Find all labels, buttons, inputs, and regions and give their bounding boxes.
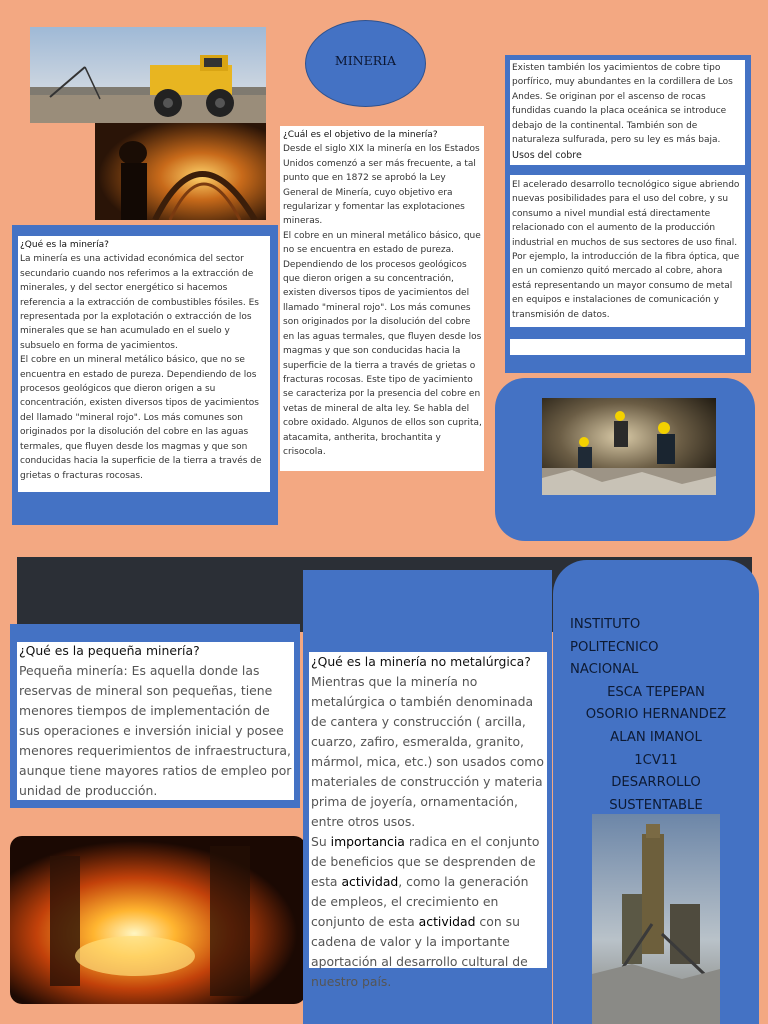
mining-truck-photo (30, 27, 266, 123)
credits-line-8: DESARROLLO (611, 775, 701, 791)
credits-line-2: POLITECNICO (570, 639, 659, 655)
credits-line-1: INSTITUTO (570, 617, 641, 632)
col3-para2: El acelerado desarrollo tecnológico sigue abriendo nuevas posibilidades para el uso del cobre, y su consumo a nivel mundial está directamente relacionado con el aumento de la producción industrial en muchos de sus sectores de uso final. Por ejemplo, la introducción de la fibra óptica, que en un comienzo quitó mercado al cobre, ahora está representando un mayor consumo de metal en equipos e instalaciones de comunicación y transmisión de datos. (512, 180, 740, 320)
credits-line-9: SUSTENTABLE (609, 797, 703, 813)
col2-question: ¿Cuál es el objetivo de la minería? (283, 130, 438, 140)
credits-line-6: ALAN IMANOL (610, 729, 702, 745)
col1-text (20, 238, 270, 483)
credits-line-3: NACIONAL (570, 662, 639, 678)
col1-question: ¿Qué es la minería? (20, 240, 109, 250)
nometal-text-block (311, 652, 547, 992)
col2-paragraph-2: El cobre en un mineral metálico básico, que no se encuentra en estado de pureza. Dependiendo de los procesos geológicos que dieron origen a su concentración, existen diversos tipos de yacimientos del llamado "mineral rojo". Los más comunes son originados por la disolución del cobre en las aguas termales, que fluyen desde los magmas y que son conducidas hacia la superficie de la tierra a través de grietas o fracturas rocosas. Este tipo de yacimiento se caracteriza por la presencia del cobre en vetas de mineral de alta ley. Se habla del cobre oxidado. Algunos de ellos son cuprita, atacamita, antherita, brochantita y crisocola. (283, 230, 482, 457)
refinery-photo (592, 814, 720, 1024)
nometal-paragraph-1: Mientras que la minería no metalúrgica o también denominada de cantera y construcción ( arcilla, cuarzo, zafiro, esmeralda, granito, mármol, mica, etc.) son usados como materiales de construcción y materia prima de joyería, ornamentación, entre otros usos. (311, 674, 544, 829)
col3-empty-box (510, 339, 745, 355)
miners-photo (542, 398, 716, 495)
col3-heading: Usos del cobre (512, 150, 582, 161)
col1-paragraph-1: La minería es una actividad económica del sector secundario cuando nos referimos a la extracción de minerales, y del sector energético si hacemos referencia a la extracción de combustibles fósiles. Es representada por la explotación o extracción de los minerales que se han acumulado en el suelo y subsuelo en forma de yacimientos. (20, 254, 259, 351)
miner-tunnel-photo (95, 123, 266, 220)
pequena-question: ¿Qué es la pequeña minería? (19, 643, 200, 658)
nometal-question: ¿Qué es la minería no metalúrgica? (311, 654, 531, 669)
pequena-text: Pequeña minería: Es aquella donde las reservas de mineral son pequeñas, tiene menores tiempos de implementación de sus operaciones e inversión inicial y posee menores requerimientos de infraestructura, aunque tiene mayores ratios de empleo por unidad de producción. (19, 663, 292, 798)
furnace-photo (10, 836, 306, 1004)
nometal-paragraph-2: Su importancia radica en el conjunto de beneficios que se desprenden de esta actividad, como la generación de empleos, el crecimiento en conjunto de esta actividad con su cadena de valor y la importante aportación al desarrollo cultural de nuestro país. (311, 834, 540, 989)
credits-text (558, 614, 754, 817)
col2-text (283, 128, 483, 459)
title-text: MINERIA (334, 53, 397, 68)
credits-line-4: ESCA TEPEPAN (607, 684, 705, 700)
col2-paragraph-1: Desde el siglo XIX la minería en los Estados Unidos comenzó a ser más frecuente, a tal punto que en 1872 se aprobó la Ley General de Minería, cuyo objetivo era regularizar y fomentar las explotaciones mineras. (283, 144, 480, 227)
col1-paragraph-2: El cobre en un mineral metálico básico, que no se encuentra en estado de pureza. Dependiendo de los procesos geológicos que dieron origen a su concentración, existen diversos tipos de yacimientos del llamado "mineral rojo". Los más comunes son originados por la disolución del cobre en las aguas termales, que fluyen desde los magmas y que son conducidas hacia la superficie de la tierra a través de grietas o fracturas rocosas. (20, 355, 262, 481)
col3-para1: Existen también los yacimientos de cobre tipo porfírico, muy abundantes en la cordillera de Los Andes. Se originan por el ascenso de rocas fundidas cuando la placa oceánica se introduce debajo de la continental. También son de naturaleza sulfurada, pero su ley es más baja. (512, 63, 733, 146)
credits-line-5: OSORIO HERNANDEZ (585, 707, 727, 723)
credits-line-7: 1CV11 (634, 752, 678, 768)
pequena-text-block (19, 641, 293, 801)
